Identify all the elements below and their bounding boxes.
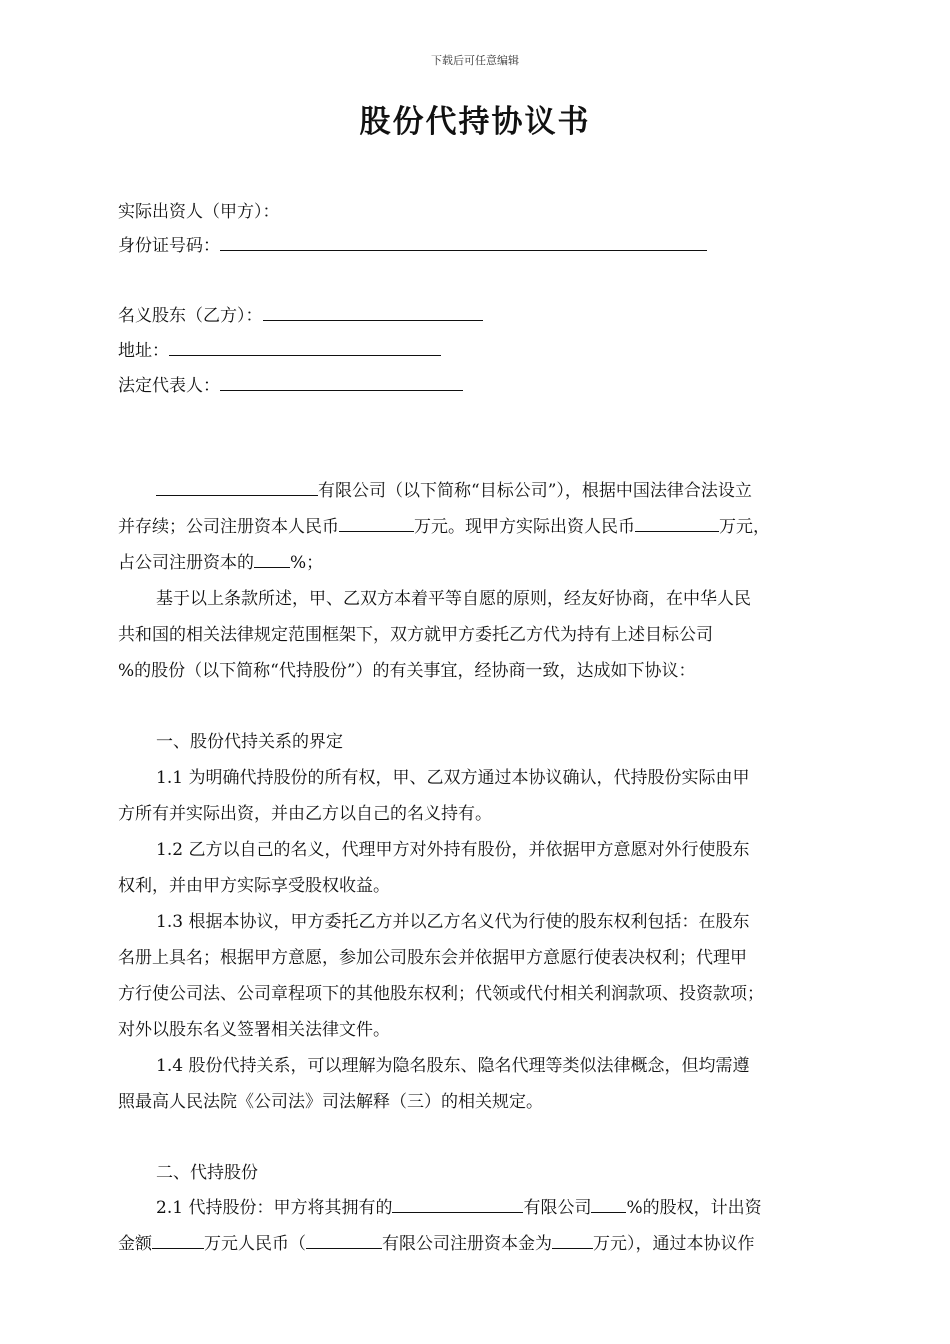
s1-p4-line-1: 1.4 股份代持关系，可以理解为隐名股东、隐名代理等类似法律概念，但均需遵 — [156, 1056, 750, 1076]
id-number-blank[interactable] — [220, 232, 707, 251]
intro-line-4: 基于以上条款所述，甲、乙双方本着平等自愿的原则，经友好协商，在中华人民 — [156, 589, 751, 609]
s1-p3-line-3: 方行使公司法、公司章程项下的其他股东权利；代领或代付相关利润款项、投资款项； — [118, 984, 764, 1004]
intro-line-5: 共和国的相关法律规定范围框架下，双方就甲方委托乙方代为持有上述目标公司 — [118, 625, 713, 645]
intro-text-3a: 占公司注册资本的 — [118, 553, 254, 573]
s2-company-blank[interactable] — [392, 1194, 523, 1213]
company-name-blank[interactable] — [156, 477, 318, 496]
s2-p1-line-1 — [156, 1193, 762, 1218]
s1-p1-line-1: 1.1 为明确代持股份的所有权，甲、乙双方通过本协议确认，代持股份实际由甲 — [156, 768, 750, 788]
registered-capital-blank[interactable] — [339, 513, 414, 532]
s2-p1-line-2 — [118, 1229, 755, 1254]
s1-p3-line-2: 名册上具名；根据甲方意愿，参加公司股东会并依据甲方意愿行使表决权利；代理甲 — [118, 948, 747, 968]
header-note: 下载后可任意编辑 — [431, 54, 519, 67]
party-a-label: 实际出资人（甲方）： — [118, 202, 280, 222]
intro-text-3b: %； — [290, 553, 324, 573]
address-label: 地址： — [118, 341, 169, 361]
s2-text-1c: %的股权，计出资 — [626, 1198, 762, 1218]
s2-percent-blank[interactable] — [591, 1194, 626, 1213]
s1-p2-line-2: 权利，并由甲方实际享受股权收益。 — [118, 876, 390, 896]
intro-line-6: %的股份（以下简称“代持股份”）的有关事宜，经协商一致，达成如下协议： — [118, 661, 696, 681]
s2-text-2c: 有限公司注册资本金为 — [382, 1234, 552, 1254]
s1-p1-line-2: 方所有并实际出资，并由乙方以自己的名义持有。 — [118, 804, 492, 824]
s2-text-1b: 有限公司 — [523, 1198, 592, 1218]
intro-line-2 — [118, 512, 770, 537]
intro-text-1: 有限公司（以下简称“目标公司”），根据中国法律合法设立 — [318, 481, 752, 501]
capital-percent-blank[interactable] — [254, 549, 290, 568]
party-b-label: 名义股东（乙方）： — [118, 306, 263, 326]
document-title: 股份代持协议书 — [359, 104, 591, 140]
s2-company2-blank[interactable] — [306, 1230, 382, 1249]
s2-text-2b: 万元人民币（ — [204, 1234, 306, 1254]
id-number-line — [118, 231, 707, 256]
section-2-heading: 二、代持股份 — [156, 1163, 258, 1183]
section-1-heading: 一、股份代持关系的界定 — [156, 732, 343, 752]
intro-line-1 — [156, 476, 752, 501]
id-number-label: 身份证号码： — [118, 236, 220, 256]
address-line — [118, 336, 441, 361]
s1-p2-line-1: 1.2 乙方以自己的名义，代理甲方对外持有股份，并依据甲方意愿对外行使股东 — [156, 840, 750, 860]
legal-rep-label: 法定代表人： — [118, 376, 220, 396]
intro-line-3 — [118, 548, 323, 573]
legal-rep-line — [118, 371, 463, 396]
s1-p3-line-1: 1.3 根据本协议，甲方委托乙方并以乙方名义代为行使的股东权利包括：在股东 — [156, 912, 750, 932]
party-b-blank[interactable] — [263, 302, 483, 321]
s2-text-2a: 金额 — [118, 1234, 152, 1254]
s2-capital-blank[interactable] — [552, 1230, 593, 1249]
s1-p4-line-2: 照最高人民法院《公司法》司法解释（三）的相关规定。 — [118, 1092, 543, 1112]
actual-investment-blank[interactable] — [635, 513, 719, 532]
s2-amount-blank[interactable] — [152, 1230, 204, 1249]
party-a-line — [118, 197, 280, 222]
intro-text-2b: 万元。现甲方实际出资人民币 — [414, 517, 635, 537]
s1-p3-line-4: 对外以股东名义签署相关法律文件。 — [118, 1020, 390, 1040]
s2-text-2d: 万元），通过本协议作 — [593, 1234, 755, 1254]
party-b-line — [118, 301, 483, 326]
s2-text-1a: 2.1 代持股份：甲方将其拥有的 — [156, 1198, 393, 1218]
intro-text-2a: 并存续；公司注册资本人民币 — [118, 517, 339, 537]
legal-rep-blank[interactable] — [220, 372, 463, 391]
address-blank[interactable] — [169, 337, 441, 356]
intro-text-2c: 万元， — [719, 517, 770, 537]
